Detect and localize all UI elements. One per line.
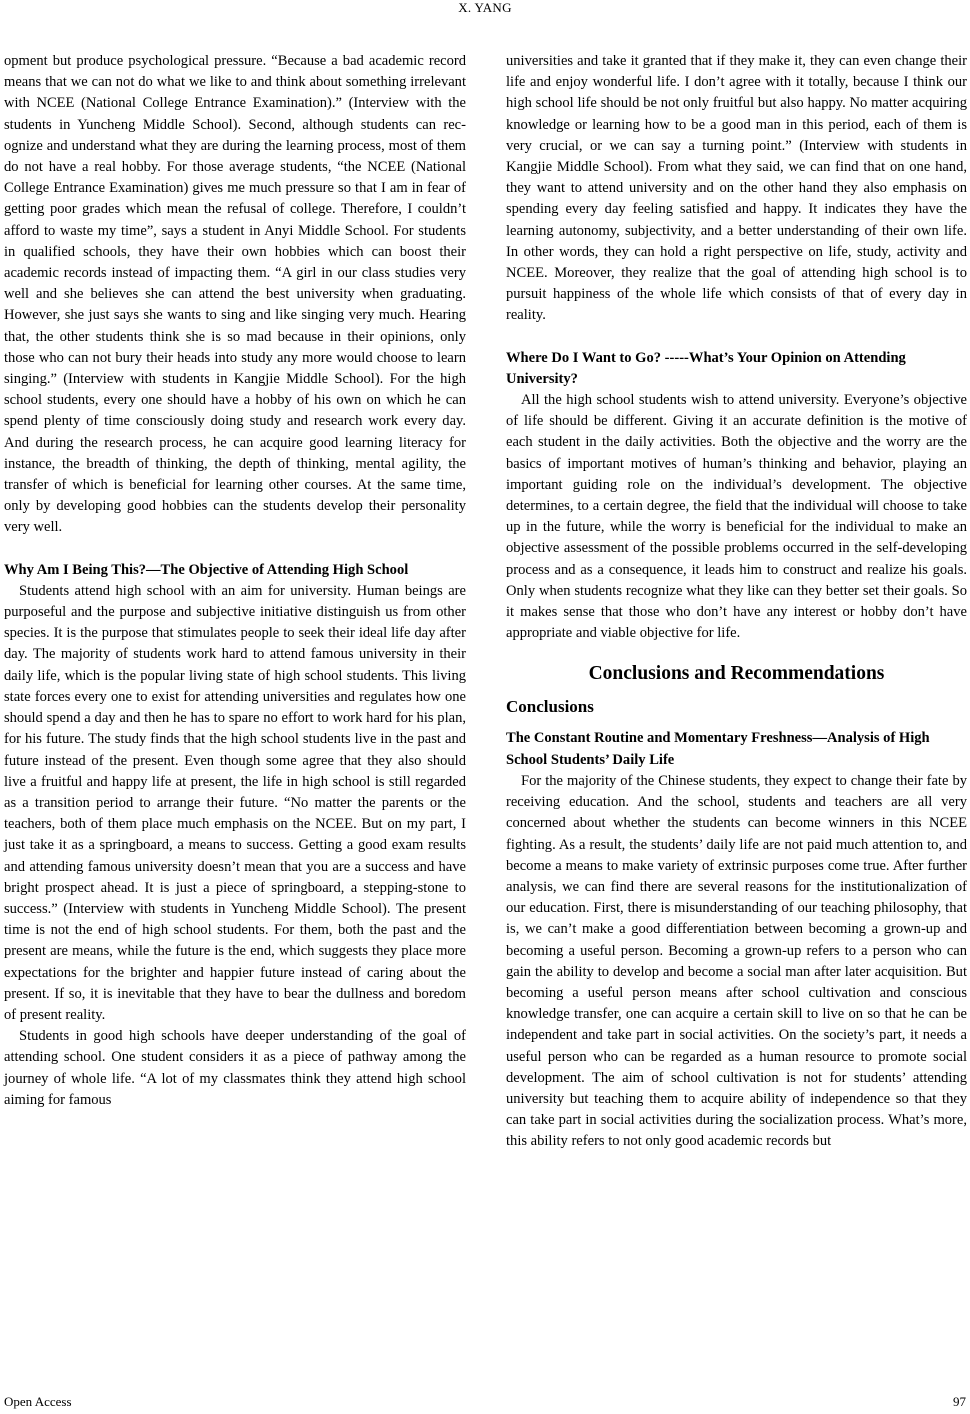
running-head: X. YANG — [458, 0, 512, 15]
subsection-title: Conclusions — [506, 697, 594, 717]
right-column — [506, 51, 967, 1153]
footer-open-access: Open Access — [4, 1394, 72, 1409]
paragraph-gap — [506, 327, 967, 348]
left-column — [4, 51, 466, 1111]
body-paragraph: Students in good high schools have deeper understanding of the goal of attending school. One student considers it as a piece of pathway among the journey of whole life. “A lot of my classmates think they attend high school aiming for famous — [4, 1028, 466, 1108]
section-heading: Where Do I Want to Go? -----What’s Your Opinion on Attending University? — [506, 349, 906, 387]
body-paragraph: universities and take it granted that if they make it, they can even change their life and enjoy wonderful life. I don’t agree with it totally, because I think our high school life should be not only fruitful but also happy. No matter acquiring knowledge or learning how to be a good man in this period, each of them is very crucial, or we can say a turning point.” (Interview with students in Kangjie Middle School). From what they said, we can find that on one hand, they want to attend university and on the other hand they also emphasis on spending every day feeling satisfied and happy. It indicates they have the learning autonomy, subjectivity, and a better understanding of their own life. In other words, they can hold a right perspective on life, study, activity and NCEE. Moreover, they realize that the goal of attending high school is to pursuit happiness of the whole life which consists of that of every day in reality. — [506, 53, 967, 324]
section-heading: The Constant Routine and Momentary Freshness—Analysis of High School Students’ Daily Life — [506, 730, 930, 768]
page-number: 97 — [953, 1394, 966, 1409]
section-heading: Why Am I Being This?—The Objective of Attending High School — [4, 561, 409, 578]
body-paragraph: Students attend high school with an aim for university. Human beings are purposeful and the purpose and subjective initiative distinguish us from other species. It is the purpose that stimulates people to seek their ideal life day after day. The majority of students work hard to attend famous university in their daily life, which is the popular living state of high school students. This living state forces every one to exist for attending universities and regulates how one should spend a day and then he has to spare no effort to work hard for his plan, for his future. The study finds that the high school students live in the past and future instead of the present. Even though some agree that they also should live a fruitful and happy life at present, the life in high school is still regarded as a transition period to arrange their future. “No matter the parents or the teachers, both of them place much emphasis on the NCEE. But on my part, I just take it as a springboard, a means to success. Getting a good exam results and attending famous university doesn’t mean that you are a success and have bright prospect ahead. It is just a piece of springboard, a stepping-stone to success.” (Interview with students in Yuncheng Middle School). The present time is not the end of high school students. For them, both the past and the present are means, while the future is the end, which suggests they place more expectations for the brighter and happier future instead of caring about the present. If so, it is inevitable that they have to bear the dullness and boredom of present reality. — [4, 582, 466, 1023]
body-paragraph: For the majority of the Chinese students, they expect to change their fate by receiving education. And the school, students and teachers are all very concerned about whether the students can become winners in this NCEE fighting. As a result, the students’ daily life are not paid much attention to, and become a means to make variety of extrinsic purposes come true. After further analysis, we can find there are several reasons for the institutionalization of our education. First, there is misunderstanding of our teaching philosophy, that is, we can’t make a good differentiation between becoming a grown-up and becoming a useful person. Becoming a grown-up refers to a person who can gain the ability to develop and become a social man after later acquisition. But becoming a useful person means after school cultivation and conscious knowledge transfer, one can acquire a certain skill to live on so that he can be independent and take part in social activities. On the society’s part, it needs a useful person who can be regarded as a human resource to promote social development. The aim of school cultivation is not for students’ attending university but teaching them to acquire ability of independence so that they can take part in social activities during the socialization process. What’s more, this ability refers to not only good academic records but — [506, 772, 967, 1150]
section-title: Conclusions and Recommendations — [588, 663, 885, 685]
paragraph-gap — [4, 539, 466, 560]
body-paragraph: opment but produce psychological pressure. “Because a bad academic record means that we can not do what we like to and think about something irrelevant with NCEE (National College Entrance Examination).” (Interview with the students in Yuncheng Middle School). Second, although students can recognize and understand what they are during the learning process, most of them do not have a real hobby. For those average students, “the NCEE (National College Entrance Examination) gives me much pressure so that I am in fear of getting poor grades which mean the refusal of college. Therefore, I couldn’t afford to waste my time”, says a student in Anyi Middle School. For students in qualified schools, they have their own hobbies which can boost their academic records instead of impacting them. “A girl in our class studies very well and she believes she can attend the best university when graduating. However, she just says she wants to sing and like singing very much. Hearing that, the other students think she is so mad because in their opinions, only those who can not bury their heads into study any more would choose to learn singing.” (Interview with students in Kangjie Middle School). For the high school students, every one should have a hobby of his own on which he can spend plenty of time consciously doing study and research work every day. And during the research process, he can acquire good learning literacy for instance, the breadth of thinking, the depth of thinking, mental agility, the transfer of which is beneficial for learning other courses. At the same time, only by developing good hobbies can the students develop their personality very well. — [4, 53, 466, 536]
body-paragraph: All the high school students wish to attend university. Everyone’s objective of life should be different. Giving it an accurate definition is the motive of each student in the daily activities. Both the objective and the worry are the basics of important motives of human’s thinking and behavior, playing an important guiding role on the individual’s development. The objective determines, to a certain degree, the field that the individual will choose to take up in the future, while the worry is beneficial for the individual to make an objective assessment of the possible problems occurred in the self-developing process and as a consequence, it leads him to construct and realize his goals. Only when students recognize what they like can they better set their goals. So it makes sense that those who don’t have any interest or hobby don’t have appropriate and viable objective for life. — [506, 392, 967, 642]
